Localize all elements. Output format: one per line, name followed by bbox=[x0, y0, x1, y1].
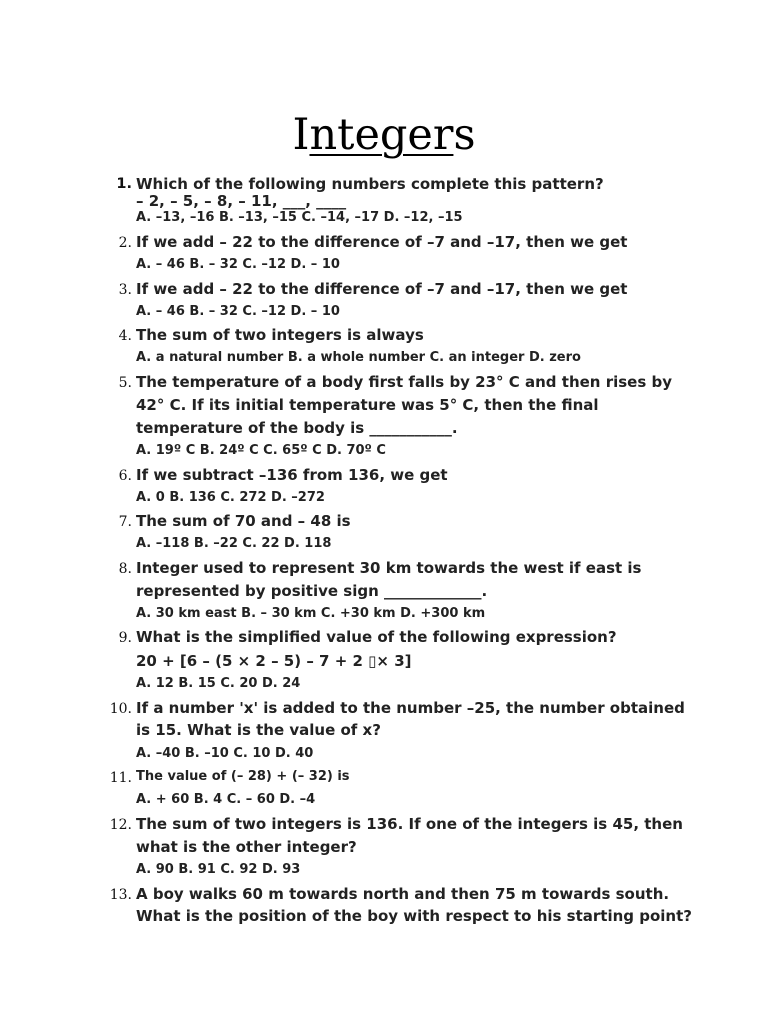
question-text: Which of the following numbers complete this pattern? bbox=[136, 175, 604, 193]
question-options: A. – 46 B. – 32 C. –12 D. – 10 bbox=[136, 257, 340, 272]
question-number: 1. bbox=[116, 176, 132, 192]
question-text: 42° C. If its initial temperature was 5° C, then the final bbox=[136, 396, 599, 414]
question-text: If we subtract –136 from 136, we get bbox=[136, 466, 448, 484]
question-text: Integer used to represent 30 km towards the west if east is bbox=[136, 559, 642, 577]
question-options: A. 0 B. 136 C. 272 D. –272 bbox=[136, 490, 325, 505]
question-text: If we add – 22 to the difference of –7 and –17, then we get bbox=[136, 280, 628, 298]
question-number: 2. bbox=[118, 235, 132, 251]
question-text: represented by positive sign _____________. bbox=[136, 582, 488, 600]
question-text: The sum of 70 and – 48 is bbox=[136, 512, 351, 530]
title-part-3: s bbox=[453, 110, 476, 160]
question-text: – 2, – 5, – 8, – 11, ___, ____ bbox=[136, 192, 347, 210]
question-text: what is the other integer? bbox=[136, 838, 357, 856]
page-title bbox=[0, 106, 768, 164]
question-text: The value of (– 28) + (– 32) is bbox=[136, 769, 350, 784]
question-number: 12. bbox=[109, 817, 132, 833]
question-text: The sum of two integers is always bbox=[136, 326, 424, 344]
question-number: 11. bbox=[109, 770, 132, 786]
question-text: What is the simplified value of the following expression? bbox=[136, 628, 617, 646]
question-number: 7. bbox=[118, 514, 132, 530]
question-text: is 15. What is the value of x? bbox=[136, 721, 381, 739]
question-number: 10. bbox=[109, 701, 132, 717]
question-options: A. –118 B. –22 C. 22 D. 118 bbox=[136, 536, 332, 551]
question-number: 3. bbox=[118, 282, 132, 298]
question-options: A. – 46 B. – 32 C. –12 D. – 10 bbox=[136, 304, 340, 319]
question-text: temperature of the body is ___________. bbox=[136, 419, 458, 437]
question-number: 5. bbox=[118, 375, 132, 391]
question-options: A. + 60 B. 4 C. – 60 D. –4 bbox=[136, 792, 316, 807]
question-options: A. –13, –16 B. –13, –15 C. –14, –17 D. –12, –15 bbox=[136, 210, 463, 225]
question-text: The temperature of a body first falls by 23° C and then rises by bbox=[136, 373, 673, 391]
question-options: A. 19º C B. 24º C C. 65º C D. 70º C bbox=[136, 443, 386, 458]
question-options: A. a natural number B. a whole number C. an integer D. zero bbox=[136, 350, 581, 365]
question-options: A. 12 B. 15 C. 20 D. 24 bbox=[136, 676, 301, 691]
question-text: A boy walks 60 m towards north and then 75 m towards south. bbox=[136, 885, 670, 903]
question-options: A. –40 B. –10 C. 10 D. 40 bbox=[136, 746, 314, 761]
question-options: A. 90 B. 91 C. 92 D. 93 bbox=[136, 862, 301, 877]
question-text: If we add – 22 to the difference of –7 and –17, then we get bbox=[136, 233, 628, 251]
question-number: 8. bbox=[118, 561, 132, 577]
question-options: A. 30 km east B. – 30 km C. +30 km D. +300 km bbox=[136, 606, 486, 621]
question-number: 13. bbox=[109, 887, 132, 903]
question-text: The sum of two integers is 136. If one of the integers is 45, then bbox=[136, 815, 683, 833]
question-number: 4. bbox=[118, 328, 132, 344]
question-text: What is the position of the boy with respect to his starting point? bbox=[136, 907, 692, 925]
question-number: 9. bbox=[118, 630, 132, 646]
question-number: 6. bbox=[118, 468, 132, 484]
title-part-1: I bbox=[292, 110, 310, 160]
title-part-2: nteger bbox=[309, 110, 454, 160]
question-text: If a number 'x' is added to the number –25, the number obtained bbox=[136, 699, 685, 717]
question-text: 20 + [6 – (5 × 2 – 5) – 7 + 2 ▯× 3] bbox=[136, 652, 412, 670]
